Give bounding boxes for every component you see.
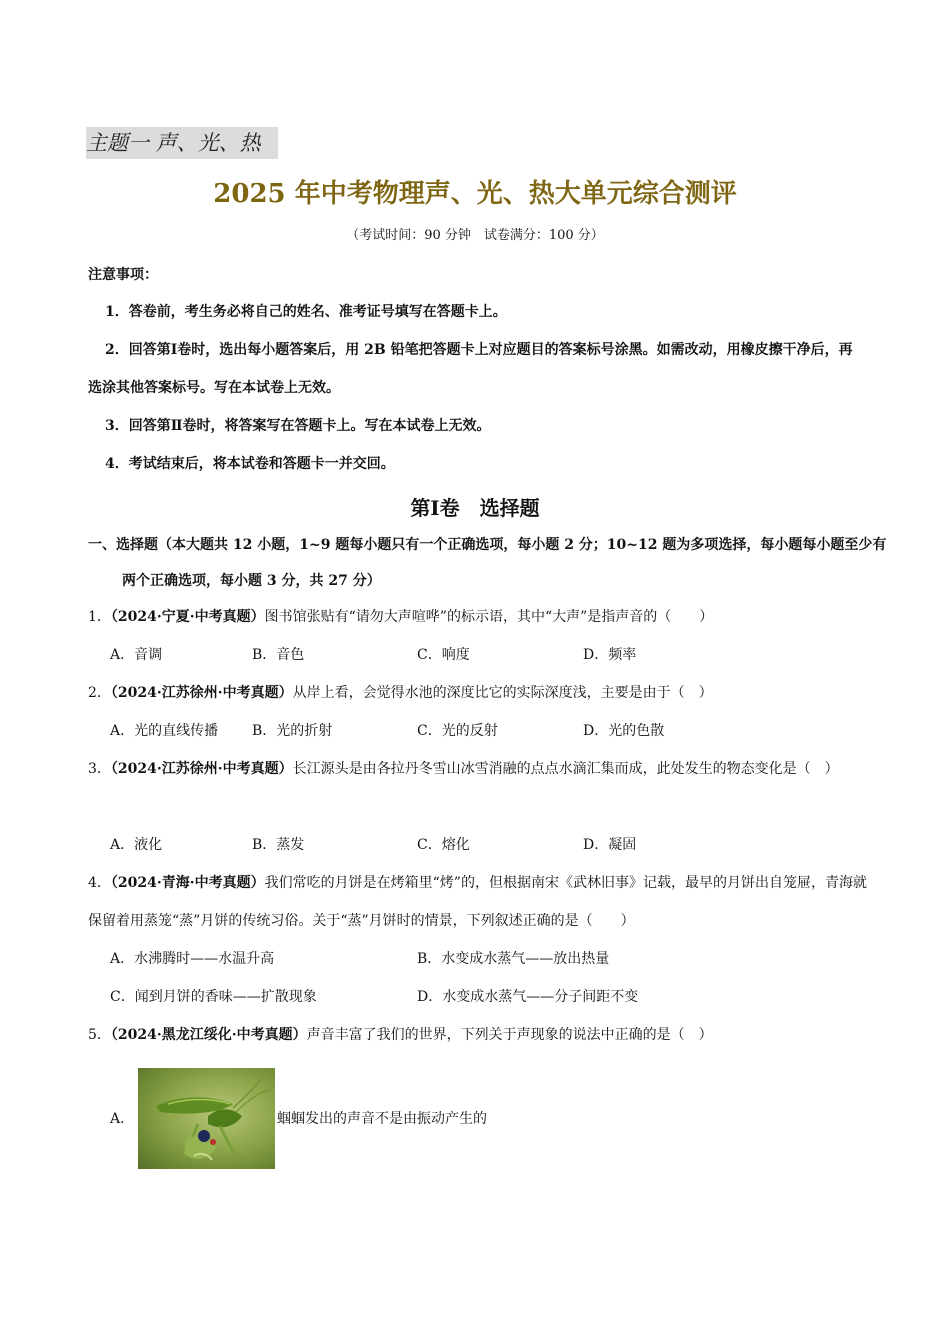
notice-heading: 注意事项： [88,267,158,283]
option-a: A．光的直线传播 [110,723,219,739]
question-stem: 从岸上看，会觉得水池的深度比它的实际深度浅，主要是由于（ ） [292,685,713,701]
question-4 [88,864,868,940]
question-source: （2024·江苏徐州·中考真题） [110,761,293,777]
question-stem: 长江源头是由各拉丹冬雪山冰雪消融的点点水滴汇集而成，此处发生的物态变化是（ ） [292,761,839,777]
options-row [110,978,870,1016]
options-row [110,712,870,750]
option-d: D．光的色散 [583,723,665,739]
options-row [110,826,870,864]
question-stem: 声音丰富了我们的世界，下列关于声现象的说法中正确的是（ ） [306,1027,713,1043]
question-1 [88,598,868,636]
option-b: B．水变成水蒸气——放出热量 [417,951,610,967]
question-source: （2024·宁夏·中考真题） [110,609,265,625]
question-stem: 图书馆张贴有“请勿大声喧哗”的标示语，其中“大声”是指声音的（ ） [264,609,714,625]
option-b: B．音色 [252,647,305,663]
notice-item: 3．回答第Ⅱ卷时，将答案写在答题卡上。写在本试卷上无效。 [105,418,491,434]
option-a-text: 蝈蝈发出的声音不是由振动产生的 [277,1111,487,1127]
part-intro: 一、选择题（本大题共 12 小题，1~9 题每小题只有一个正确选项，每小题 2 分；10~12 题为多项选择，每小题每小题至少有两个正确选项，每小题 3 分，共 27 分） [88,537,887,589]
option-b: B．蒸发 [252,837,305,853]
option-a: A．液化 [110,837,163,853]
option-a: A．水沸腾时——水温升高 [110,951,275,967]
question-stem: 我们常吃的月饼是在烤箱里“烤”的，但根据南宋《武林旧事》记载，最早的月饼出自笼屉，青海就保留着用蒸笼“蒸”月饼的传统习俗。关于“蒸”月饼时的情景，下列叙述正确的是（ ） [88,875,867,929]
option-b: B．光的折射 [252,723,333,739]
question-source: （2024·青海·中考真题） [110,875,265,891]
question-source: （2024·江苏徐州·中考真题） [110,685,293,701]
katydid-illustration [138,1068,275,1169]
option-a: A． [110,1111,135,1127]
notice-item: 4．考试结束后，将本试卷和答题卡一并交回。 [105,456,395,472]
question-number: 1． [88,609,111,625]
question-source: （2024·黑龙江绥化·中考真题） [110,1027,307,1043]
question-number: 4． [88,875,111,891]
option-a: A．音调 [110,647,163,663]
option-d: D．凝固 [583,837,637,853]
option-c: C．光的反射 [417,723,498,739]
option-d: D．水变成水蒸气——分子间距不变 [417,989,639,1005]
option-c: C．闻到月饼的香味——扩散现象 [110,989,317,1005]
option-d: D．频率 [583,647,637,663]
question-number: 5． [88,1027,111,1043]
katydid-photo [138,1068,275,1169]
option-c: C．响度 [417,647,470,663]
notice-item: 2．回答第Ⅰ卷时，选出每小题答案后，用 2B 铅笔把答题卡上对应题目的答案标号涂黑。如需改动，用橡皮擦干净后，再选涂其他答案标号。写在本试卷上无效。 [88,342,853,396]
page-title: 2025 年中考物理声、光、热大单元综合测评 [213,179,737,209]
option-c: C．熔化 [417,837,470,853]
question-5 [88,1016,868,1054]
notice-item: 1．答卷前，考生务必将自己的姓名、准考证号填写在答题卡上。 [105,304,507,320]
options-row [110,636,870,674]
section-title: 第Ⅰ卷 选择题 [410,496,540,520]
question-number: 3． [88,761,111,777]
topic-label: 主题一 声、光、热 [86,127,278,159]
question-3 [88,750,868,788]
exam-info: （考试时间：90 分钟 试卷满分：100 分） [346,228,604,243]
question-2 [88,674,868,712]
question-number: 2． [88,685,111,701]
options-row [110,940,870,978]
